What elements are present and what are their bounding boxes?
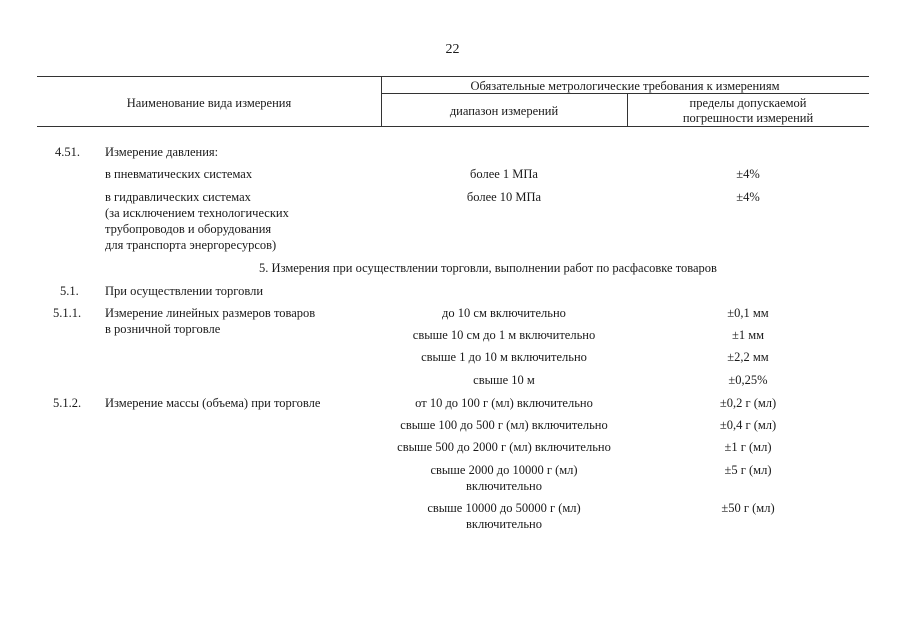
row-5-1-2-range-4-line2: включительно (466, 479, 542, 493)
row-5-1-2-error-5: ±50 г (мл) (721, 501, 775, 515)
row-5-1-1-name-line1: Измерение линейных размеров товаров (105, 306, 316, 320)
table-top-rule (37, 76, 869, 77)
table-header-bottom-rule (37, 126, 869, 127)
row-5-1-1-number: 5.1.1. (53, 306, 82, 320)
row-5-1-2-error-2: ±0,4 г (мл) (719, 418, 777, 432)
row-hydraulic-range: более 10 МПа (466, 190, 542, 204)
row-5-1-name: При осуществлении торговли (105, 284, 264, 298)
row-5-1-2-error-4: ±5 г (мл) (724, 463, 772, 477)
row-5-1-2-range-1: от 10 до 100 г (мл) включительно (415, 396, 593, 410)
row-4-51-number: 4.51. (55, 145, 80, 159)
row-5-1-1-range-3: свыше 1 до 10 м включительно (421, 350, 587, 364)
row-5-1-2-error-1: ±0,2 г (мл) (719, 396, 777, 410)
header-name-column: Наименование вида измерения (126, 96, 292, 110)
row-5-1-1-error-4: ±0,25% (728, 373, 768, 387)
header-requirements: Обязательные метрологические требования к измерениям (470, 79, 780, 93)
row-5-1-1-error-2: ±1 мм (731, 328, 765, 342)
row-5-1-1-error-3: ±2,2 мм (727, 350, 769, 364)
section-5-heading: 5. Измерения при осуществлении торговли, выполнении работ по расфасовке товаров (259, 261, 717, 275)
row-hydraulic-error: ±4% (736, 190, 760, 204)
page-number: 22 (445, 42, 460, 57)
row-5-1-2-error-3: ±1 г (мл) (724, 440, 772, 454)
row-5-1-2-range-4-line1: свыше 2000 до 10000 г (мл) (430, 463, 578, 477)
row-5-1-2-range-5-line1: свыше 10000 до 50000 г (мл) (427, 501, 581, 515)
row-5-1-2-range-2: свыше 100 до 500 г (мл) включительно (400, 418, 608, 432)
row-4-51-name: Измерение давления: (105, 145, 219, 159)
row-5-1-number: 5.1. (60, 284, 79, 298)
header-range-column: диапазон измерений (449, 104, 559, 118)
row-5-1-1-range-4: свыше 10 м (473, 373, 535, 387)
header-error-line1: пределы допускаемой (689, 96, 807, 110)
row-5-1-1-error-1: ±0,1 мм (727, 306, 769, 320)
row-pneumatic-error: ±4% (736, 167, 760, 181)
row-pneumatic-name: в пневматических системах (105, 167, 253, 181)
row-hydraulic-name-line2: (за исключением технологических (105, 206, 289, 220)
row-5-1-1-range-2: свыше 10 см до 1 м включительно (412, 328, 596, 342)
row-hydraulic-name-line1: в гидравлических системах (105, 190, 251, 204)
row-pneumatic-range: более 1 МПа (470, 167, 538, 181)
row-5-1-2-name: Измерение массы (объема) при торговле (105, 396, 321, 410)
row-5-1-2-range-5-line2: включительно (466, 517, 542, 531)
header-error-line2: погрешности измерений (682, 111, 814, 125)
row-hydraulic-name-line4: для транспорта энергоресурсов) (105, 238, 277, 252)
row-hydraulic-name-line3: трубопроводов и оборудования (105, 222, 272, 236)
row-5-1-2-range-3: свыше 500 до 2000 г (мл) включительно (397, 440, 611, 454)
row-5-1-2-number: 5.1.2. (53, 396, 82, 410)
row-5-1-1-name-line2: в розничной торговле (105, 322, 221, 336)
row-5-1-1-range-1: до 10 см включительно (442, 306, 566, 320)
